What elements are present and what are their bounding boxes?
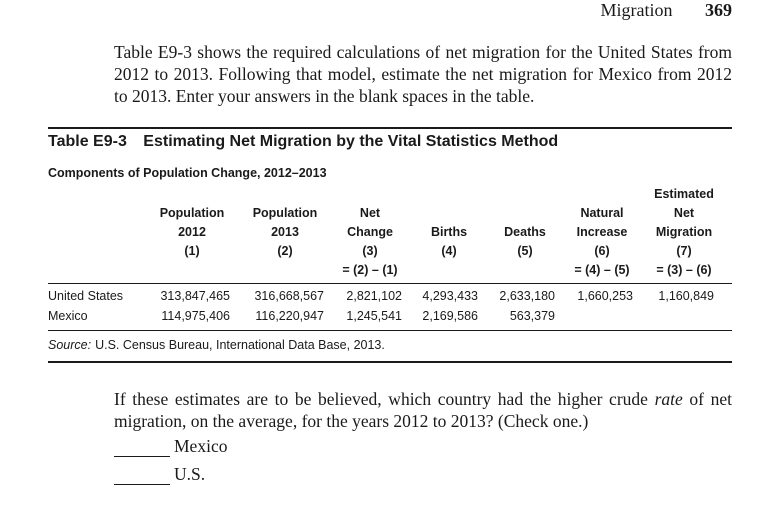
col-header-line: Change [347,225,393,239]
col-header-line: 2013 [271,225,299,239]
table-title [48,133,558,151]
table-cell: 116,220,947 [255,309,324,323]
check-blank[interactable] [114,440,170,457]
col-header-line: (6) [594,244,610,258]
table-cell: 114,975,406 [161,309,230,323]
source-text: U.S. Census Bureau, International Data Base, 2013. [95,338,385,352]
section-title: Migration [600,0,673,20]
check-blank[interactable] [114,468,170,485]
col-header-pop2012 [150,204,234,261]
col-header-net-change [330,204,410,280]
col-header-line: = (3) – (6) [656,263,712,277]
col-header-line: Net [673,206,695,220]
col-header-natural-increase [563,204,641,280]
row-label-united-states: United States [48,289,124,303]
source-label: Source: [48,338,92,352]
col-header-line: (3) [362,244,378,258]
option-label: U.S. [174,464,206,484]
question-text-after: of net migration, on the average, for the years 2012 to 2013? (Check one.) [114,389,732,431]
col-header-line: Population [159,206,225,220]
col-header-line: (1) [184,244,200,258]
col-header-births [415,223,483,261]
option-mexico[interactable] [114,436,227,457]
option-label: Mexico [174,436,228,456]
col-header-line: (7) [676,244,692,258]
col-header-line: Births [430,225,468,239]
col-header-line: Deaths [504,225,546,239]
col-header-pop2013 [243,204,327,261]
blank-answer-natural-increase[interactable] [565,309,633,325]
question-paragraph [114,388,732,432]
col-header-line: Net [359,206,381,220]
question-text-before: If these estimates are to be believed, which country had the higher crude [114,389,655,409]
col-header-line: = (2) – (1) [342,263,398,277]
table-cell: 316,668,567 [254,289,324,303]
col-header-line: Natural [580,206,624,220]
table-cell: 1,160,849 [658,289,714,303]
col-header-line: 2012 [178,225,206,239]
col-header-line: Estimated [654,187,714,201]
body-rule [48,330,732,331]
col-header-line: Population [252,206,318,220]
table-cell: 1,660,253 [577,289,633,303]
page-number: 369 [705,0,732,20]
col-header-line: Migration [655,225,713,239]
col-header-line: (4) [441,244,457,258]
table-cell: 563,379 [509,309,555,323]
table-source [48,338,385,352]
table-top-rule [48,127,732,129]
table-subtitle: Components of Population Change, 2012–2013 [48,166,327,180]
col-header-line: (5) [517,244,533,258]
header-rule [48,283,732,284]
option-us[interactable] [114,464,205,485]
col-header-line: Increase [576,225,628,239]
table-bottom-rule [48,361,732,363]
col-header-line: (2) [277,244,293,258]
table-cell: 4,293,433 [422,289,478,303]
table-cell: 313,847,465 [160,289,230,303]
blank-answer-net-migration[interactable] [645,309,714,325]
col-header-line: = (4) – (5) [574,263,630,277]
table-cell: 1,245,541 [346,309,402,323]
table-cell: 2,821,102 [346,289,402,303]
table-cell: 2,169,586 [422,309,478,323]
question-emphasis: rate [654,389,683,409]
intro-paragraph: Table E9-3 shows the required calculations of net migration for the United States from 2012 to 2013. Following that model, estimate the net migration for Mexico from 2012 to 2013. Enter your answers in the blank spaces in the table. [114,42,732,106]
col-header-deaths [492,223,558,261]
table-number: Table E9-3 [48,133,127,150]
table-cell: 2,633,180 [499,289,555,303]
row-label-mexico: Mexico [48,309,88,323]
table-title-text: Estimating Net Migration by the Vital Statistics Method [143,133,559,150]
running-head [601,0,733,21]
col-header-net-migration [644,185,724,280]
